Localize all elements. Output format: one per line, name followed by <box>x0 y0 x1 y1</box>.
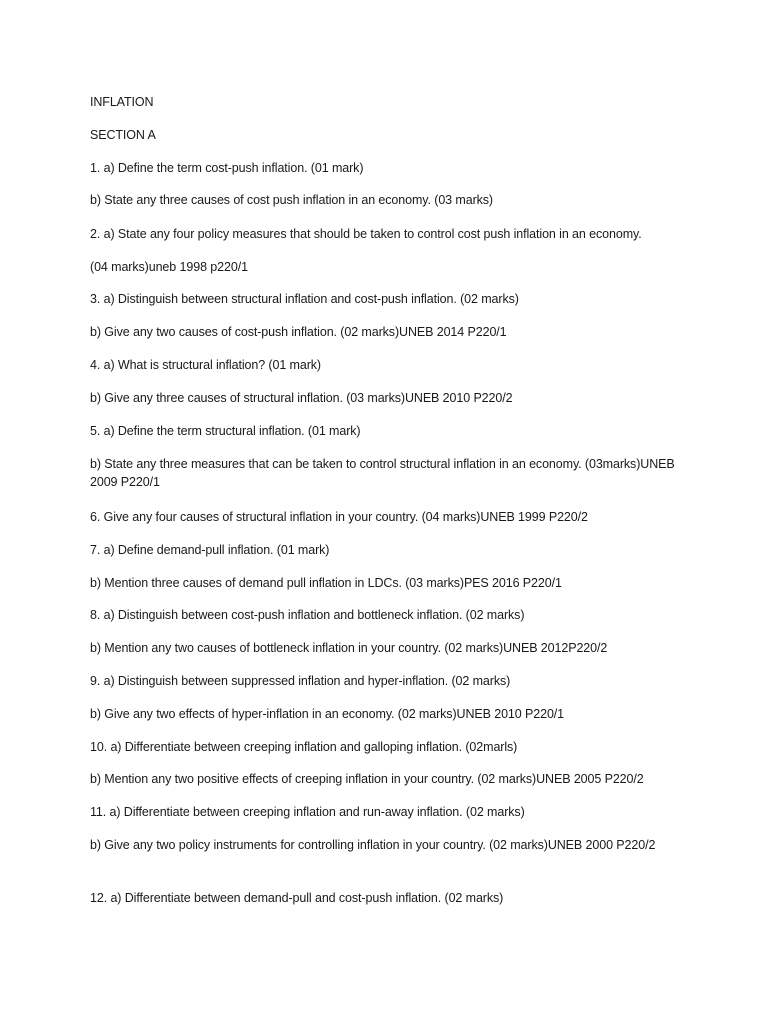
question-line: b) Give any two causes of cost-push inflation. (02 marks)UNEB 2014 P220/1 <box>90 325 507 339</box>
question-line: 9. a) Distinguish between suppressed inflation and hyper-inflation. (02 marks) <box>90 674 511 688</box>
question-line: b) Mention any two positive effects of creeping inflation in your country. (02 marks)UNEB 2005 P220/2 <box>90 772 644 786</box>
question-line: 8. a) Distinguish between cost-push inflation and bottleneck inflation. (02 marks) <box>90 608 525 622</box>
question-line: b) Mention any two causes of bottleneck inflation in your country. (02 marks)UNEB 2012P220/2 <box>90 641 608 655</box>
section-heading: SECTION A <box>90 128 156 142</box>
question-line: (04 marks)uneb 1998 p220/1 <box>90 260 248 274</box>
question-line: b) Mention three causes of demand pull inflation in LDCs. (03 marks)PES 2016 P220/1 <box>90 576 562 590</box>
question-line: b) Give any two effects of hyper-inflation in an economy. (02 marks)UNEB 2010 P220/1 <box>90 707 565 721</box>
question-line: 4. a) What is structural inflation? (01 mark) <box>90 358 321 372</box>
question-line: b) Give any three causes of structural inflation. (03 marks)UNEB 2010 P220/2 <box>90 391 513 405</box>
question-line: 5. a) Define the term structural inflation. (01 mark) <box>90 424 361 438</box>
question-line: b) Give any two policy instruments for controlling inflation in your country. (02 marks)UNEB 2000 P220/2 <box>90 838 656 852</box>
document-title: INFLATION <box>90 95 154 109</box>
question-line: 1. a) Define the term cost-push inflation. (01 mark) <box>90 161 364 175</box>
question-line: 10. a) Differentiate between creeping inflation and galloping inflation. (02marls) <box>90 740 518 754</box>
question-line: 12. a) Differentiate between demand-pull and cost-push inflation. (02 marks) <box>90 891 504 905</box>
question-line: 3. a) Distinguish between structural inflation and cost-push inflation. (02 marks) <box>90 292 519 306</box>
question-line: 11. a) Differentiate between creeping inflation and run-away inflation. (02 marks) <box>90 805 525 819</box>
question-line: 6. Give any four causes of structural inflation in your country. (04 marks)UNEB 1999 P220/2 <box>90 510 588 524</box>
question-line: 7. a) Define demand-pull inflation. (01 mark) <box>90 543 330 557</box>
question-line: b) State any three causes of cost push inflation in an economy. (03 marks) <box>90 193 493 207</box>
question-line: b) State any three measures that can be taken to control structural inflation in an economy. (03marks)UNEB 2009 P220/1 <box>90 457 675 489</box>
question-line: 2. a) State any four policy measures that should be taken to control cost push inflation in an economy. <box>90 227 642 241</box>
